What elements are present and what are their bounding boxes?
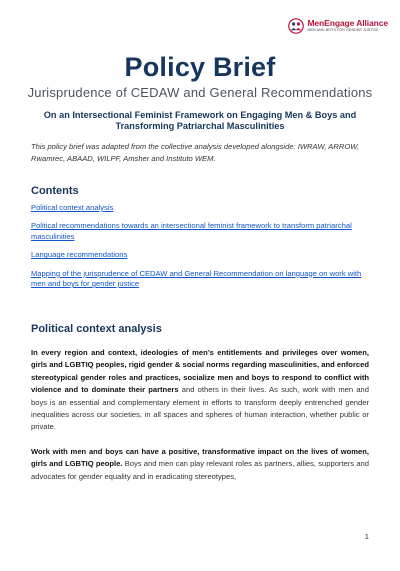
toc-link-political-recommendations[interactable]: Political recommendations towards an intersectional feminist framework to transform patriarchal masculinities bbox=[31, 221, 352, 241]
adaptation-note: This policy brief was adapted from the collective analysis developed alongside: IWRAW, ARROW, Rwamrec, ABAAD, WILPF, Amsher and Instituto WEM. bbox=[31, 142, 360, 163]
page-subtitle: Jurisprudence of CEDAW and General Recommendations bbox=[27, 85, 373, 100]
logo-text bbox=[307, 19, 388, 33]
section-heading: Political context analysis bbox=[31, 323, 162, 335]
logo-tagline: MEN AND BOYS FOR GENDER JUSTICE bbox=[307, 28, 379, 33]
paragraph-2-bold: Work with men and boys can have a positive, transformative impact on the lives of women, girls and LGBTIQ people. bbox=[31, 447, 369, 469]
paragraph-1-bold: In every region and context, ideologies of men’s entitlements and privileges over women, girls and LGBTIQ peoples, rigid gender & social norms regarding masculinities, and enforced stereotypical gender roles and practices, socialize men and boys to respond to conflict with violence and to dominate their partners bbox=[31, 348, 369, 395]
logo[interactable] bbox=[288, 18, 388, 34]
brief-heading: On an Intersectional Feminist Framework on Engaging Men & Boys and Transforming Patriarchal Masculinities bbox=[43, 110, 357, 132]
table-of-contents bbox=[31, 203, 371, 297]
paragraph-1-text: and others in their lives. As such, work with men and boys is an essential and complementary element in efforts to transform deeply entrenched gender inequalities across our societies, in all spaces and spheres of human interaction, whether public or private. bbox=[31, 385, 369, 432]
page-number: 1 bbox=[364, 532, 369, 541]
logo-name: MenEngage Alliance bbox=[307, 17, 388, 28]
toc-link-political-context[interactable]: Political context analysis bbox=[31, 203, 114, 212]
toc-link-mapping-jurisprudence[interactable]: Mapping of the jurisprudence of CEDAW and General Recommendation on language on work with men and boys for gender justice bbox=[31, 268, 362, 289]
paragraph-2 bbox=[31, 446, 369, 483]
page-title: Policy Brief bbox=[124, 52, 276, 82]
toc-link-language-recommendations[interactable]: Language recommendations bbox=[31, 250, 128, 260]
people-circle-icon bbox=[288, 18, 304, 34]
paragraph-2-text: Boys and men can play relevant roles as partners, allies, supporters and advocates for gender equality and in eradicating stereotypes, bbox=[31, 459, 369, 481]
paragraph-1 bbox=[31, 347, 369, 434]
contents-heading: Contents bbox=[31, 185, 79, 197]
